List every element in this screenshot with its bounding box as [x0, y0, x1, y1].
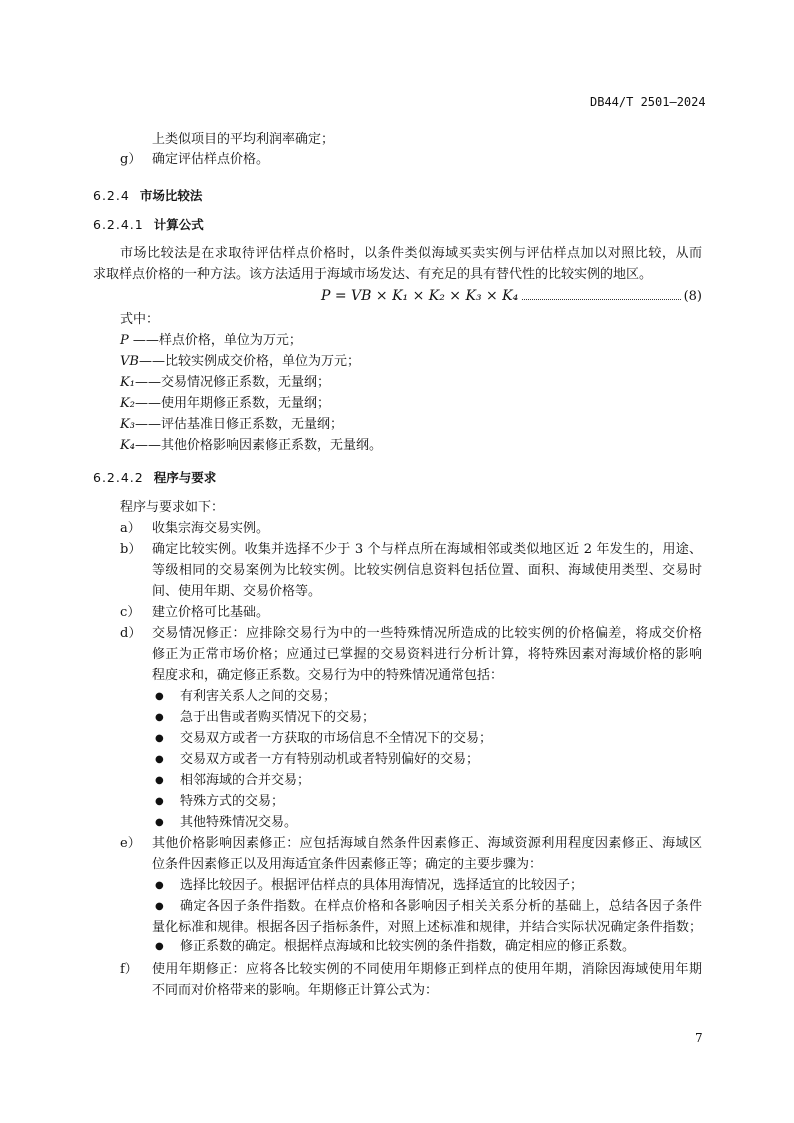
variable-definition: [120, 438, 382, 454]
bullet-text: 急于出售或者购买情况下的交易；: [180, 710, 376, 725]
variable-definition: [120, 375, 330, 391]
bullet-text: 特殊方式的交易；: [180, 794, 285, 809]
bullet-icon: ●: [155, 796, 164, 807]
variable-symbol: K₃: [120, 417, 135, 432]
list-label-g: g）: [120, 152, 142, 167]
list-label-f: f）: [120, 962, 138, 977]
page-number: 7: [695, 1031, 703, 1045]
list-label-c: c）: [120, 605, 141, 620]
list-item-e-line: 位条件因素修正以及用海适宜条件因素修正等；确定的主要步骤为：: [152, 857, 543, 872]
bullet-text: 选择比较因子。根据评估样点的具体用海情况，选择适宜的比较因子；: [180, 878, 584, 893]
list-item-g: 确定评估样点价格。: [152, 152, 270, 167]
list-item-a: 收集宗海交易实例。: [152, 521, 270, 536]
list-label-e: e）: [120, 836, 141, 851]
formula-expression: P = VB × K₁ × K₂ × K₃ × K₄: [321, 288, 519, 304]
bullet-text: 修正系数的确定。根据样点海域和比较实例的条件指数，确定相应的修正系数。: [180, 939, 636, 954]
variable-desc: ——其他价格影响因素修正系数，无量纲。: [134, 438, 382, 453]
list-item-b-line: 等级相同的交易案例为比较实例。比较实例信息资料包括位置、面积、海域使用类型、交易时: [152, 563, 702, 578]
variable-symbol: K₁: [120, 375, 135, 390]
bullet-text: 交易双方或者一方获取的市场信息不全情况下的交易；: [180, 731, 493, 746]
bullet-icon: ●: [155, 733, 164, 744]
section-title: 程序与要求: [153, 470, 217, 485]
leader-dots: [522, 299, 680, 300]
section-number: 6.2.4.2: [93, 470, 144, 485]
list-item-d-line: 修正为正常市场价格；应通过已掌握的交易资料进行分析计算，将特殊因素对海域价格的影响: [152, 647, 702, 662]
continued-text: 上类似项目的平均利润率确定；: [152, 132, 335, 147]
variable-definition: [120, 417, 343, 433]
bullet-text: 相邻海域的合并交易；: [180, 773, 311, 788]
variable-symbol: K₂: [120, 396, 135, 411]
variable-desc: ——评估基准日修正系数，无量纲；: [134, 417, 343, 432]
list-label-b: b）: [120, 542, 142, 557]
list-label-d: d）: [120, 626, 142, 641]
list-item-e-line: 其他价格影响因素修正：应包括海域自然条件因素修正、海域资源利用程度因素修正、海域区: [152, 836, 702, 851]
section-title: 市场比较法: [139, 188, 203, 203]
variable-desc: ——样点价格，单位为万元；: [132, 333, 302, 348]
bullet-icon: ●: [155, 691, 164, 702]
section-number: 6.2.4.1: [93, 217, 144, 232]
list-item-b-line: 确定比较实例。收集并选择不少于 3 个与样点所在海域相邻或类似地区近 2 年发生的，用途、: [152, 542, 702, 557]
paragraph-line: 市场比较法是在求取待评估样点价格时，以条件类似海域买卖实例与评估样点加以对照比较，从而: [120, 246, 702, 261]
equation-number: (8): [683, 289, 702, 304]
variable-desc: ——使用年期修正系数，无量纲；: [134, 396, 330, 411]
bullet-text: 有利害关系人之间的交易；: [180, 689, 337, 704]
list-item-f-line: 使用年期修正：应将各比较实例的不同使用年期修正到样点的使用年期，消除因海域使用年期: [152, 962, 702, 977]
paragraph-line: 求取样点价格的一种方法。该方法适用于海域市场发达、有充足的具有替代性的比较实例的地区。: [93, 267, 653, 282]
variable-symbol: P: [120, 333, 133, 348]
bullet-icon: ●: [155, 880, 164, 891]
section-number: 6.2.4: [93, 188, 130, 203]
variable-desc: ——比较实例成交价格，单位为万元；: [138, 354, 360, 369]
bullet-icon: ●: [155, 941, 164, 952]
variable-symbol: VB: [120, 354, 139, 369]
procedure-intro: 程序与要求如下：: [120, 500, 225, 515]
bullet-text: 交易双方或者一方有特别动机或者特别偏好的交易；: [180, 752, 480, 767]
variable-definition: [120, 354, 360, 370]
list-item-b-line: 间、使用年期、交易价格等。: [152, 584, 322, 599]
section-heading-6-2-4: [93, 188, 202, 204]
bullet-icon: ●: [155, 712, 164, 723]
list-item-d-line: 交易情况修正：应排除交易行为中的一些特殊情况所造成的比较实例的价格偏差，将成交价格: [152, 626, 702, 641]
bullet-text: 确定各因子条件指数。在样点价格和各影响因子相关关系分析的基础上，总结各因子条件: [180, 899, 702, 914]
list-item-c: 建立价格可比基础。: [152, 605, 270, 620]
section-title: 计算公式: [153, 217, 204, 232]
list-item-d-line: 程度求和，确定修正系数。交易行为中的特殊情况通常包括：: [152, 668, 504, 683]
section-heading-6-2-4-2: [93, 470, 216, 486]
list-item-f-line: 不同而对价格带来的影响。年期修正计算公式为：: [152, 983, 439, 998]
bullet-icon: ●: [155, 754, 164, 765]
bullet-icon: ●: [155, 901, 164, 912]
formula-8: [321, 288, 702, 304]
bullet-text-continuation: 量化标准和规律。根据各因子指标条件，对照上述标准和规律，并结合实际状况确定条件指数；: [152, 920, 702, 935]
bullet-text: 其他特殊情况交易。: [180, 815, 298, 830]
variable-definition: [120, 333, 302, 349]
variable-definition: [120, 396, 330, 412]
bullet-icon: ●: [155, 817, 164, 828]
variable-desc: ——交易情况修正系数，无量纲；: [134, 375, 330, 390]
section-heading-6-2-4-1: [93, 217, 204, 233]
list-label-a: a）: [120, 521, 141, 536]
document-code: DB44/T 2501—2024: [590, 95, 706, 109]
where-label: 式中：: [120, 312, 160, 327]
variable-symbol: K₄: [120, 438, 135, 453]
bullet-icon: ●: [155, 775, 164, 786]
